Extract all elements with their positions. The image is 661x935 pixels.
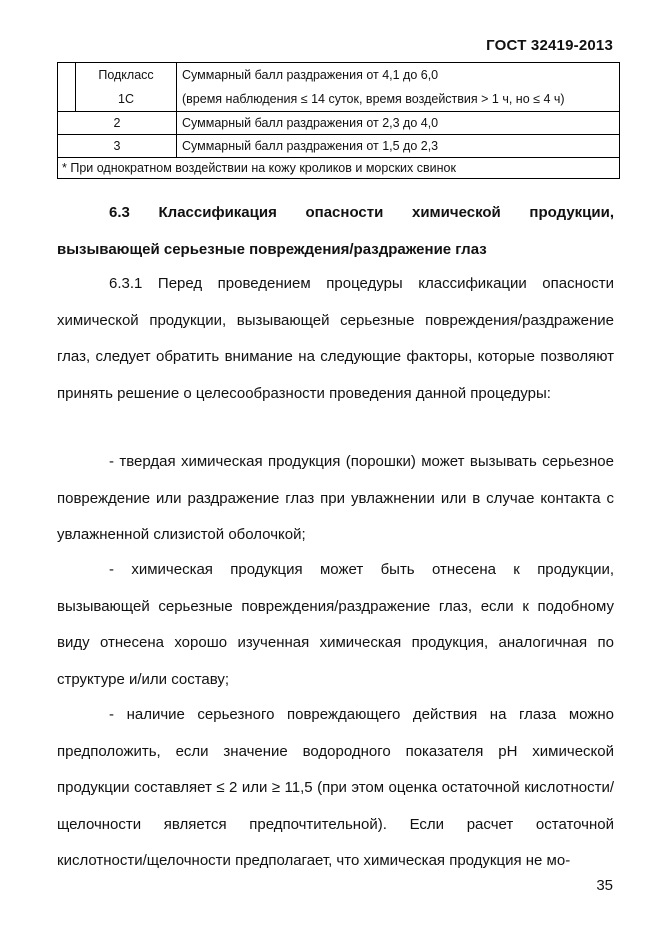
classification-table (57, 62, 620, 179)
paragraph: - химическая продукция может быть отнесена к продукции, вызывающей серьезные повреждения/раздражение глаз, если к подобному виду отнесена хорошо изученная химическая продукция, аналогичная по структуре и/или составу; (57, 561, 614, 688)
subclass-value: 1С (118, 92, 134, 106)
table-row (58, 158, 620, 179)
description-line: Суммарный балл раздражения от 4,1 до 6,0 (182, 68, 439, 82)
description-line: (время наблюдения ≤ 14 суток, время воздействия > 1 ч, но ≤ 4 ч) (182, 92, 565, 106)
subclass-label: Подкласс (98, 68, 154, 82)
description-cell: Суммарный балл раздражения от 1,5 до 2,3 (177, 135, 620, 158)
document-code: ГОСТ 32419-2013 (486, 37, 613, 54)
description-cell (177, 63, 620, 112)
table-row (58, 135, 620, 158)
category-cell: 3 (58, 135, 177, 158)
paragraph: 6.3.1 Перед проведением процедуры классификации опасности химической продукции, вызывающей серьезные повреждения/раздражение глаз, следует обратить внимание на следующие факторы, которые позволяют принять решение о целесообразности проведения данной процедуры: (57, 275, 614, 402)
table-row (58, 63, 620, 112)
description-cell: Суммарный балл раздражения от 2,3 до 4,0 (177, 112, 620, 135)
paragraph: - наличие серьезного повреждающего действия на глаза можно предположить, если значение водородного показателя pH химической продукции составляет ≤ 2 или ≥ 11,5 (при этом оценка остаточной кислотности/щелочности является предпочтительной). Если расчет остаточной кислотности/щелочности предполагает, что химическая продукция не мо- (57, 706, 614, 869)
table-cell-blank (58, 63, 76, 112)
table-row (58, 112, 620, 135)
category-cell: 2 (58, 112, 177, 135)
page-number: 35 (596, 877, 613, 894)
table-footnote: * При однократном воздействии на кожу кроликов и морских свинок (58, 158, 620, 179)
subclass-cell (76, 63, 177, 112)
section-heading: 6.3 Классификация опасности химической продукции, вызывающей серьезные повреждения/раздражение глаз (57, 204, 614, 258)
paragraph: - твердая химическая продукция (порошки) может вызывать серьезное повреждение или раздражение глаз при увлажнении или в случае контакта с увлажненной слизистой оболочкой; (57, 453, 614, 543)
